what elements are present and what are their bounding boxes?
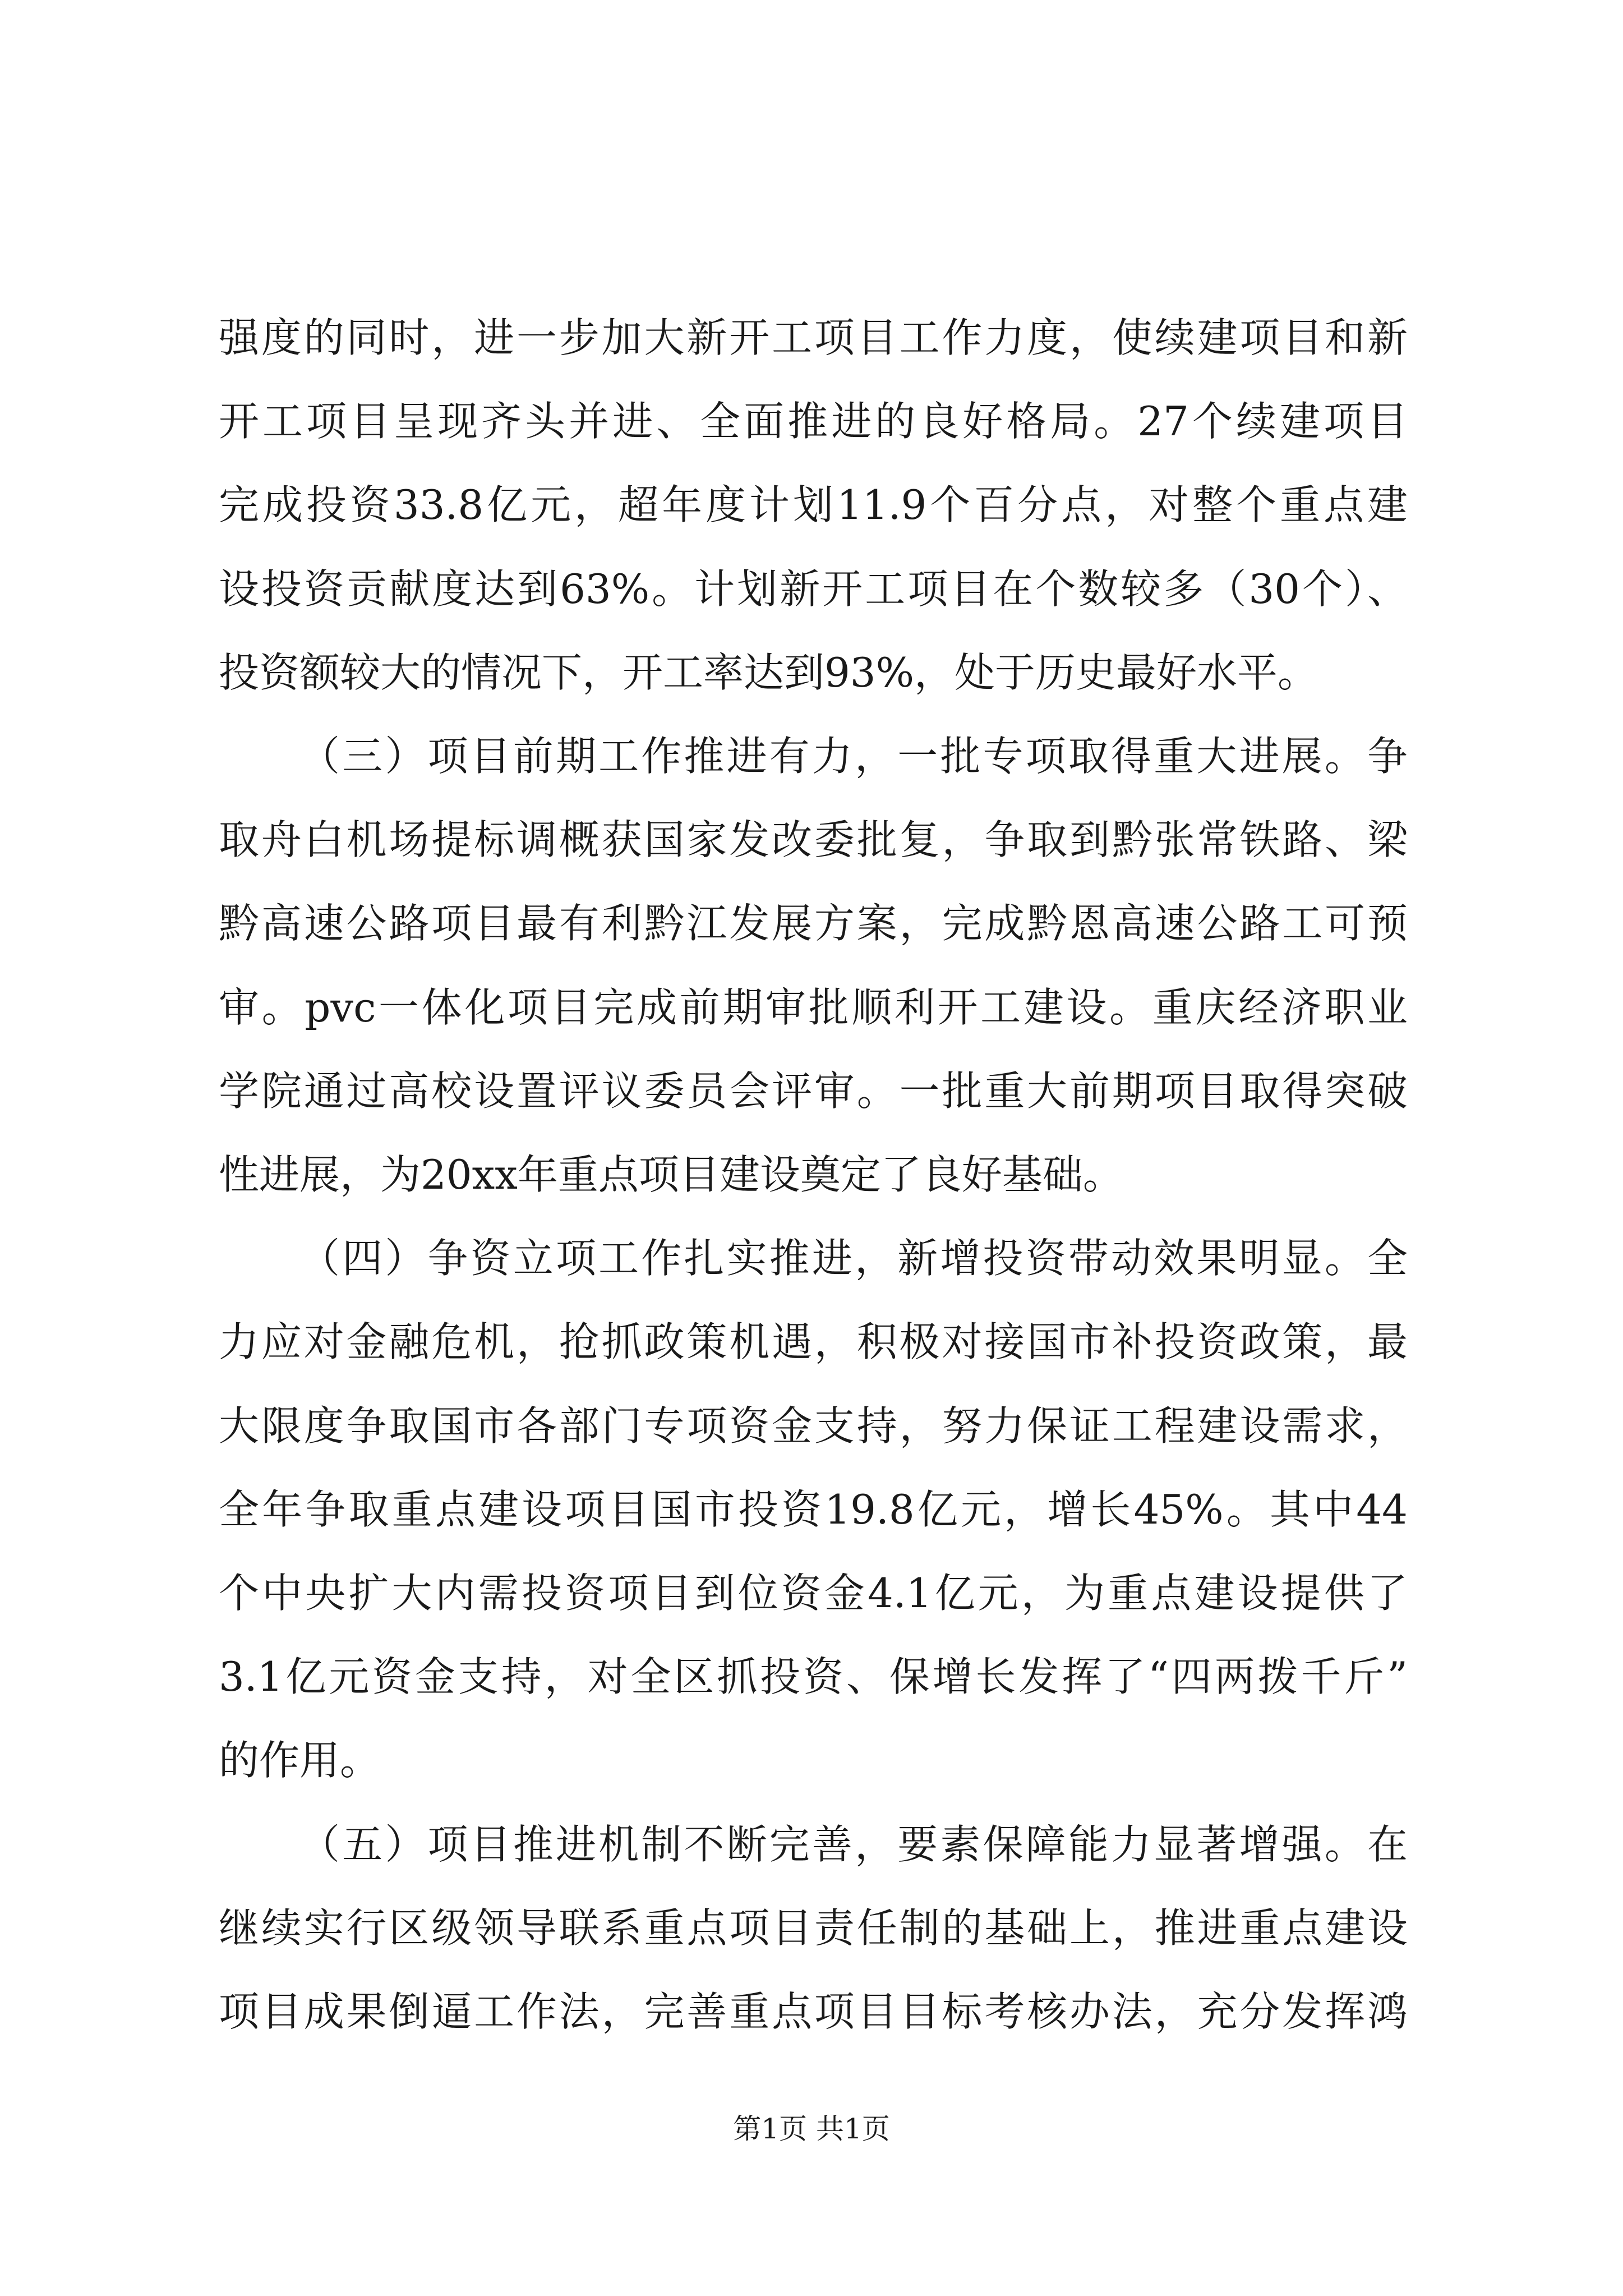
paragraph-2-line-1: （三）项目前期工作推进有力，一批专项取得重大进展。争 (299, 733, 1408, 780)
paragraph-3-line-6: 3.1亿元资金支持，对全区抓投资、保增长发挥了“四两拨千斤” (219, 1653, 1408, 1700)
paragraph-2-line-2: 取舟白机场提标调概获国家发改委批复，争取到黔张常铁路、梁 (219, 816, 1408, 863)
paragraph-2-line-4: 审。pvc一体化项目完成前期审批顺利开工建设。重庆经济职业 (219, 984, 1408, 1031)
paragraph-1-line-5: 投资额较大的情况下，开工率达到93%，处于历史最好水平。 (219, 649, 1318, 696)
paragraph-1-line-2: 开工项目呈现齐头并进、全面推进的良好格局。27个续建项目 (219, 398, 1408, 445)
paragraph-4-line-3: 项目成果倒逼工作法，完善重点项目目标考核办法，充分发挥鸿 (219, 1988, 1408, 2035)
paragraph-4-line-2: 继续实行区级领导联系重点项目责任制的基础上，推进重点建设 (219, 1904, 1408, 1952)
paragraph-1-line-4: 设投资贡献度达到63%。计划新开工项目在个数较多（30个）、 (219, 565, 1408, 613)
paragraph-1-line-3: 完成投资33.8亿元，超年度计划11.9个百分点，对整个重点建 (219, 481, 1408, 528)
paragraph-4-line-1: （五）项目推进机制不断完善，要素保障能力显著增强。在 (299, 1821, 1408, 1868)
paragraph-2-line-5: 学院通过高校设置评议委员会评审。一批重大前期项目取得突破 (219, 1068, 1408, 1115)
paragraph-2-line-6: 性进展，为20xx年重点项目建设奠定了良好基础。 (219, 1151, 1123, 1198)
paragraph-3-line-5: 个中央扩大内需投资项目到位资金4.1亿元，为重点建设提供了 (219, 1570, 1408, 1617)
paragraph-1-line-1: 强度的同时，进一步加大新开工项目工作力度，使续建项目和新 (219, 314, 1408, 361)
paragraph-3-line-3: 大限度争取国市各部门专项资金支持，努力保证工程建设需求， (219, 1402, 1408, 1450)
paragraph-3-line-2: 力应对金融危机，抢抓政策机遇，积极对接国市补投资政策，最 (219, 1318, 1408, 1365)
paragraph-3-line-7: 的作用。 (219, 1737, 381, 1784)
page-footer: 第1页 共1页 (733, 2113, 890, 2145)
paragraph-3-line-1: （四）争资立项工作扎实推进，新增投资带动效果明显。全 (299, 1235, 1408, 1282)
paragraph-3-line-4: 全年争取重点建设项目国市投资19.8亿元，增长45%。其中44 (219, 1486, 1408, 1533)
paragraph-2-line-3: 黔高速公路项目最有利黔江发展方案，完成黔恩高速公路工可预 (219, 900, 1408, 947)
